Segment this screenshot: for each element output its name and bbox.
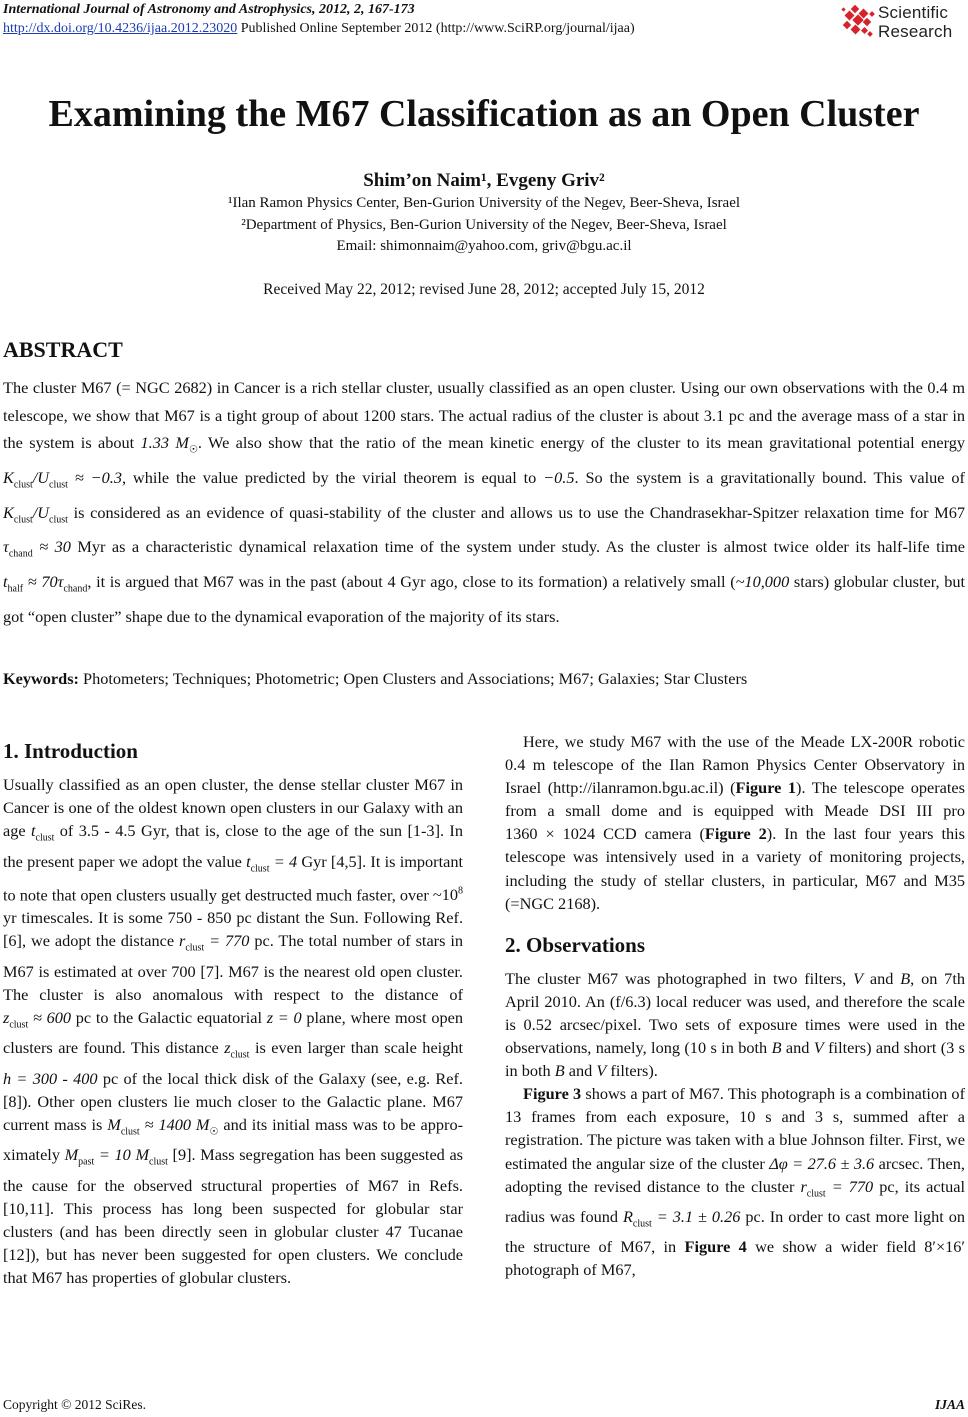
keywords-label: Keywords: (3, 669, 79, 688)
observations-heading: 2. Observations (505, 932, 646, 957)
keywords-list: Photometers; Techniques; Photometric; Open Clusters and Associations; M67; Galaxies; Star Clusters (78, 669, 748, 688)
intro-section (3, 737, 463, 1289)
logo-square (841, 7, 845, 11)
journal-header (3, 2, 415, 18)
right-column (505, 730, 965, 1281)
intro-paragraph: Usually classified as an open cluster, the dense stellar cluster M67 in Cancer is one of the oldest known open clusters in our Galaxy with an age $t_{clust}$ of 3.5 - 4.5 Gyr, that is, close to the age of the sun [1-3]. In the present paper we adopt the value $t_{clust} = 4$ Gyr [4,5]. It is important to note that open clusters usually get destructed much faster, over $\sim 10^8$ yr timescales. It is some 750 - 850 pc distant the Sun. Following Ref. [6], we adopt the distance $r_{clust} = 770$ pc. The total number of stars in M67 is estimated at over 700 [7]. M67 is the nearest old open cluster. The cluster is also anomalous with respect to the distance of $z_{clust} \approx 600$ pc to the Galactic equatorial z = 0 plane, where most open clusters are found. This distance $z_{clust}$ is even larger than scale height h = 300 - 400 pc of the local thick disk of the Galaxy (see, e.g. Ref. [8]). Other open clusters lie much closer to the Galactic plane. M67 current mass is $M_{clust} \approx 1400$ $M_☉$ and its initial mass was to be approximately $M_{past} = 10$ $M_{clust}$ [9]. Mass segregation has been suggested as the cause for the observed structural properties of M67 in Refs. [10,11]. This process has long been suspected for globular star clusters (and has been directly seen in globular cluster 47 Tucanae [12]), but has never been suggested for open clusters. We conclude that M67 has properties of globular clusters. (3, 775, 464, 1287)
logo-square (845, 11, 855, 21)
doi-link[interactable]: http://dx.doi.org/10.4236/ijaa.2012.23020 (3, 21, 238, 36)
logo-square (869, 11, 875, 17)
study-paragraph: Here, we study M67 with the use of the Meade LX-200R robotic 0.4 m telescope of the Ilan Ramon Physics Center Observatory in Israel (http://ilanramon.bgu.ac.il) (Figure 1). The telescope operates from a small dome and is equipped with Meade DSI III pro 1360 × 1024 CCD camera (Figure 2). In the last four years this telescope was intensively used in a variety of monitoring projects, including the study of stellar clusters, in particular, M67 and M35 (=NGC 2168). (505, 732, 965, 913)
affiliation-2: ²Department of Physics, Ben-Gurion University of the Negev, Beer-Sheva, Israel (241, 217, 727, 233)
published-note: Published Online September 2012 (http://www.SciRP.org/journal/ijaa) (237, 21, 635, 36)
keywords (3, 669, 747, 689)
logo-square (843, 21, 851, 29)
intro-heading: 1. Introduction (3, 739, 138, 763)
logo-square (851, 25, 861, 35)
received-dates: Received May 22, 2012; revised June 28, 2012; accepted July 15, 2012 (263, 281, 705, 298)
paper-title: Examining the M67 Classification as an Open Cluster (48, 93, 920, 135)
logo-line-1: Scientific (878, 3, 949, 22)
logo-square (851, 5, 859, 13)
logo-square (867, 31, 873, 37)
logo-line-2: Research (878, 22, 953, 41)
observations-paragraph-2: Figure 3 shows a part of M67. This photograph is a combination of 13 frames from each exposure, 10 s and 3 s, summed after a registration. The picture was taken with a blue Johnson filter. First, we estimated the angular size of the cluster Δφ = 27.6 ± 3.6 arcsec. Then, adopting the revised distance to the cluster $r_{clust} = 770$ pc, its actual radius was found $R_{clust} = 3.1 \pm 0.26$ pc. In order to cast more light on the structure of M67, in Figure 4 we show a wider field 8′×16′ photograph of M67, (505, 1084, 965, 1280)
scientific-research-logo (838, 2, 966, 42)
publisher-logo-icon (838, 4, 878, 40)
journal-name: International Journal of Astronomy and Astrophysics (3, 2, 312, 17)
author-emails: Email: shimonnaim@yahoo.com, griv@bgu.ac.il (336, 238, 632, 254)
authors: Shim’on Naim¹, Evgeny Griv² (363, 170, 605, 191)
abstract-heading: ABSTRACT (3, 337, 123, 362)
doi-line (3, 21, 635, 37)
copyright: Copyright © 2012 SciRes. (3, 1397, 147, 1412)
logo-square (861, 27, 868, 34)
journal-issue: , 2012, 2, 167-173 (311, 2, 415, 17)
journal-abbreviation: IJAA (934, 1397, 965, 1412)
abstract-text: The cluster M67 (= NGC 2682) in Cancer is a rich stellar cluster, usually classified as an open cluster. Using our own observations with the 0.4 m telescope, we show that M67 is a tight group of about 1200 stars. The actual radius of the cluster is about 3.1 pc and the average mass of a star in the system is about 1.33 $M_☉$. We also show that the ratio of the mean kinetic energy of the cluster to its mean gravitational potential energy $K_{clust}/U_{clust} \approx -0.3$, while the value predicted by the virial theorem is equal to −0.5. So the system is a gravitationally bound. This value of $K_{clust}/U_{clust}$ is considered as an evidence of quasi-stability of the cluster and allows us to use the Chandrasekhar-Spitzer relaxation time for M67 $\tau_{chand} \approx 30$ Myr as a characteristic dynamical relaxation time of the system under study. As the cluster is almost twice older its half-life time $t_{half} \approx 70\tau_{chand}$, it is argued that M67 was in the past (about 4 Gyr ago, close to its formation) a relatively small (~10,000 stars) globular cluster, but got “open cluster” shape due to the dynamical evaporation of the majority of its stars. (3, 378, 966, 626)
observations-paragraph-1: The cluster M67 was photographed in two filters, V and B, on 7th April 2010. An (f/6.3) local reducer was used, and therefore the scale is 0.52 arcsec/pixel. Two sets of exposure times were used in the observations, namely, long (10 s in both B and V filters) and short (3 s in both B and V filters). (505, 968, 966, 1081)
logo-square (863, 18, 871, 26)
affiliation-1: ¹Ilan Ramon Physics Center, Ben-Gurion University of the Negev, Beer-Sheva, Israel (227, 195, 741, 211)
